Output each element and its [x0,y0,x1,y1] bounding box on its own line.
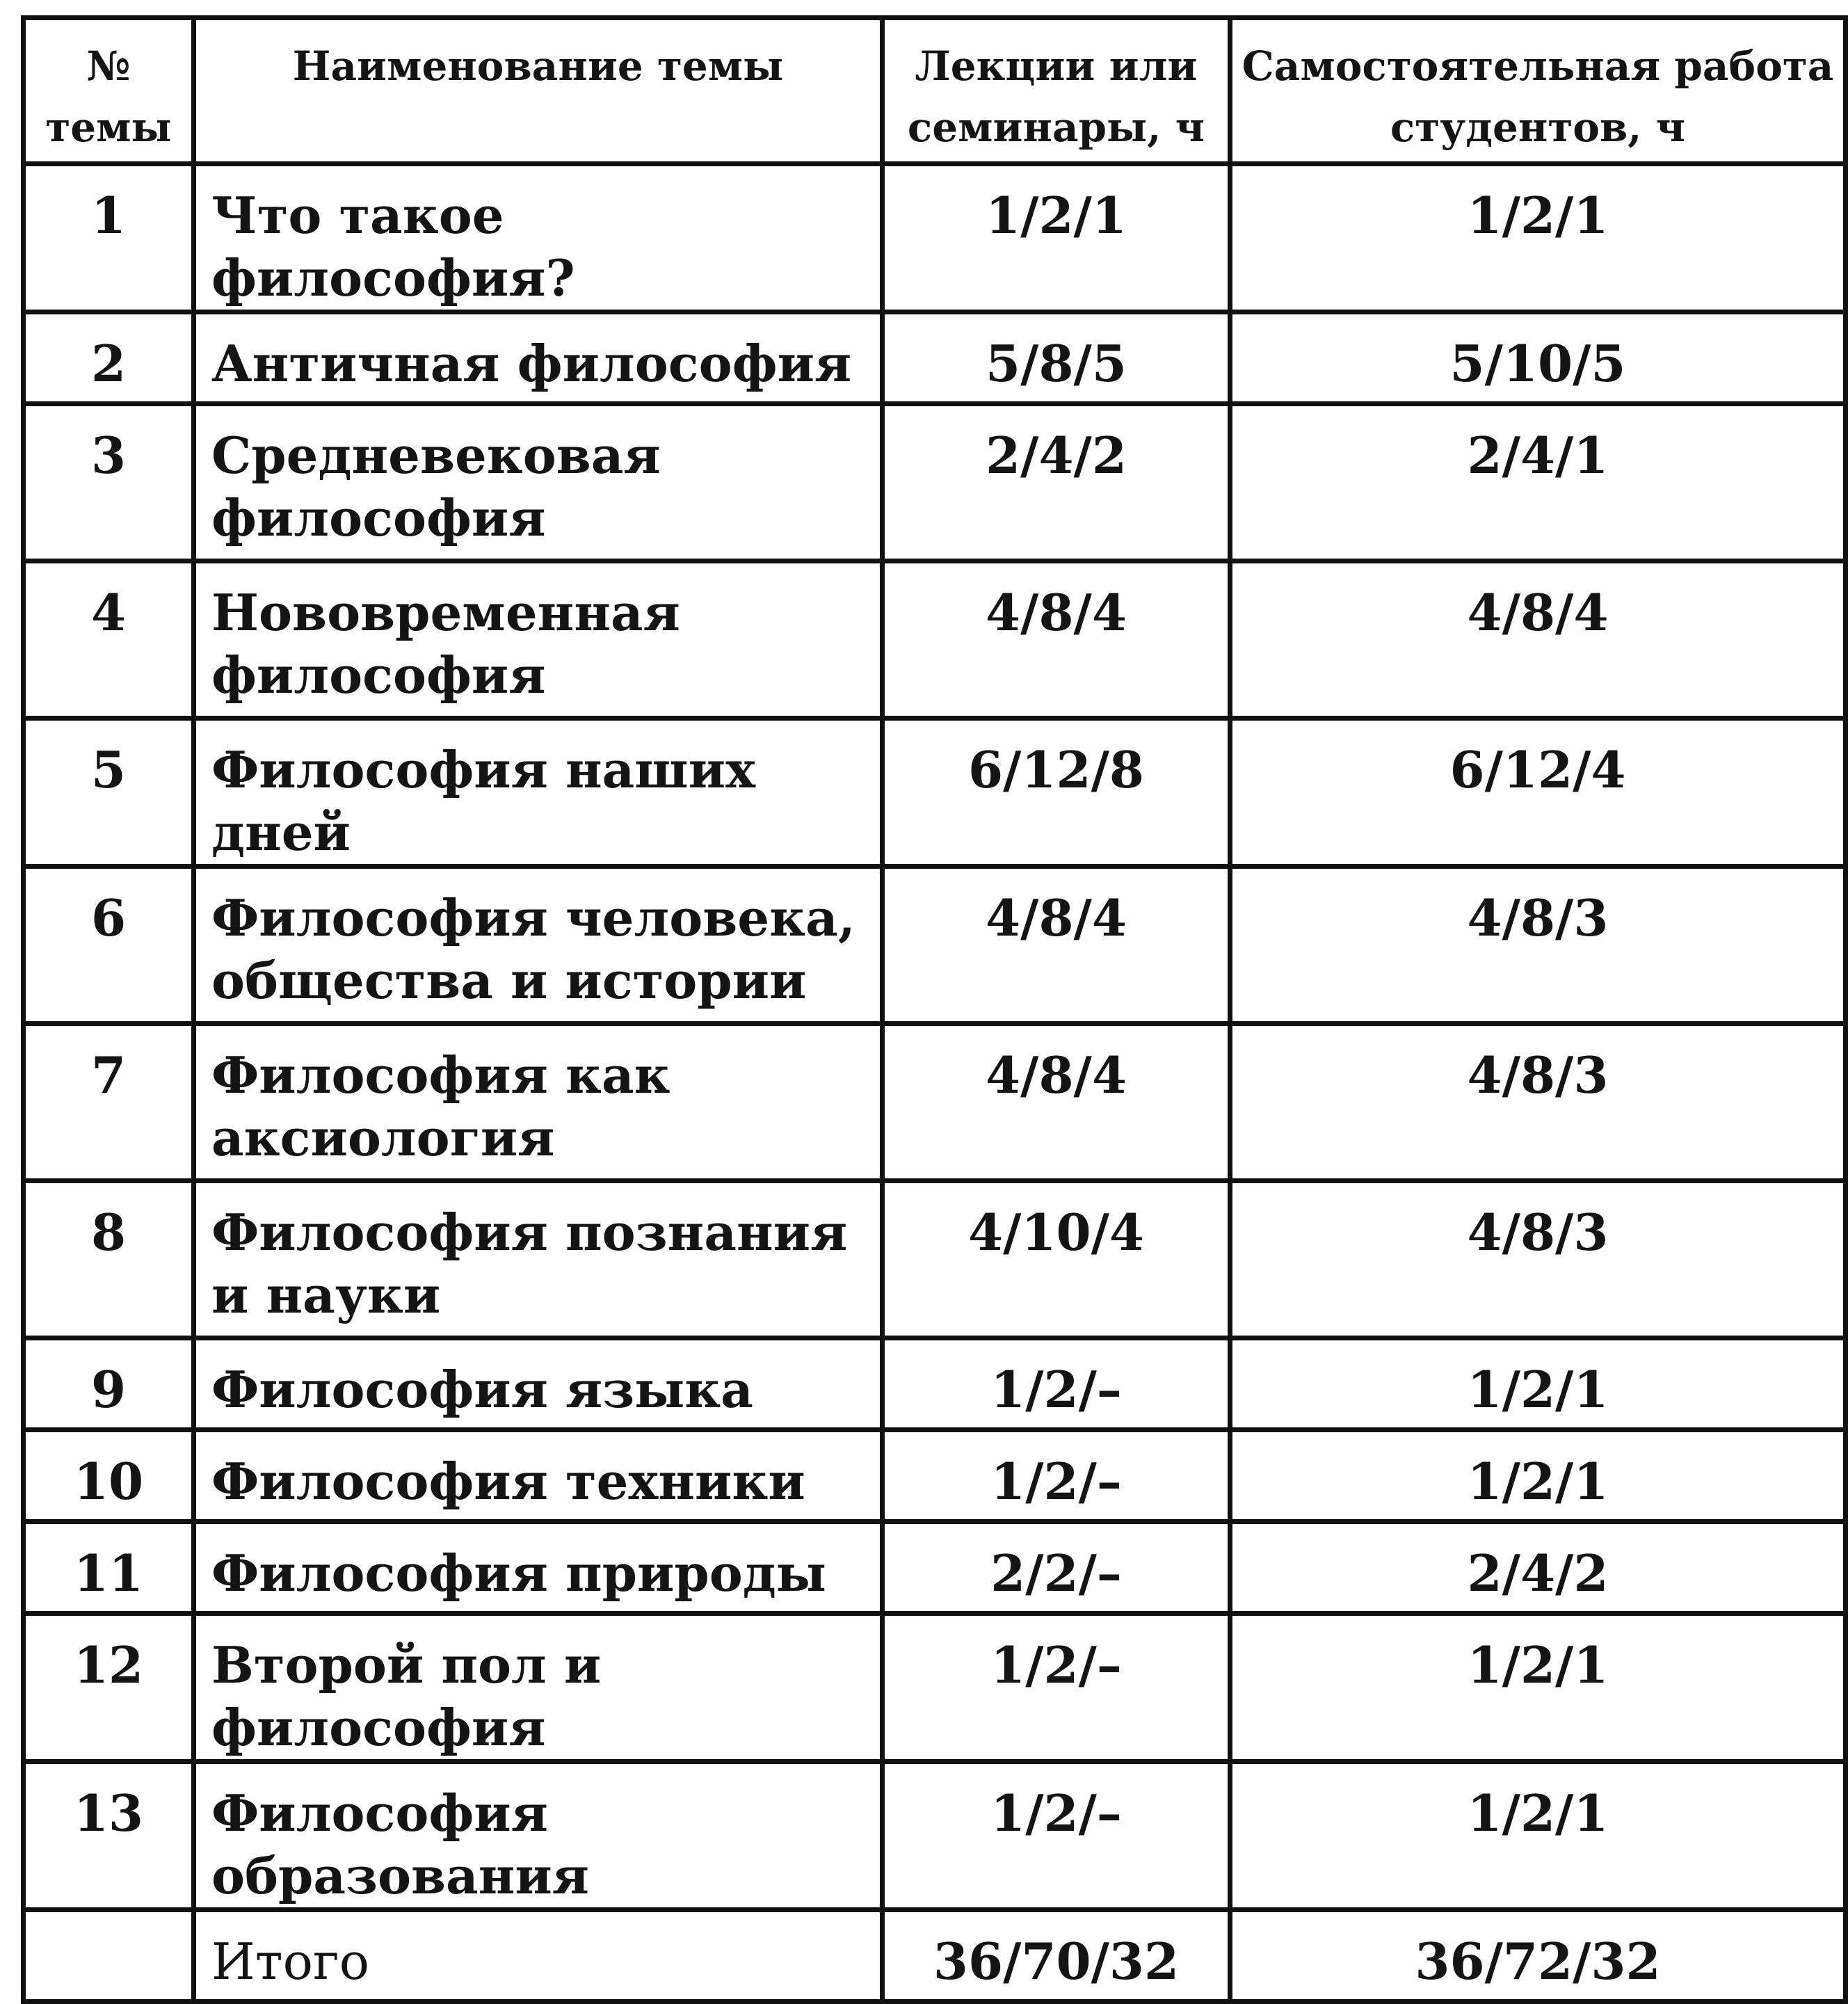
row-selfwork: 1/2/1 [1230,1762,1846,1910]
row-num: 11 [24,1522,194,1614]
header-selfwork: Самостоятельная работа студентов, ч [1230,18,1846,164]
table-row [24,867,1846,1024]
total-lectures: 36/70/32 [883,1910,1230,2002]
table-row [24,1181,1846,1338]
table-row [24,404,1846,561]
row-topic: Что такое философия? [194,164,883,312]
table-row [24,1338,1846,1430]
total-row [24,1910,1846,2002]
row-topic: Философия природы [194,1522,883,1614]
row-topic: Средневековая философия [194,404,883,561]
row-selfwork: 1/2/1 [1230,164,1846,312]
row-lectures: 2/2/– [883,1522,1230,1614]
row-lectures: 2/4/2 [883,404,1230,561]
row-lectures: 4/8/4 [883,1024,1230,1181]
row-num: 2 [24,312,194,404]
table-row [24,561,1846,719]
table-row [24,1024,1846,1181]
row-num: 13 [24,1762,194,1910]
row-num: 1 [24,164,194,312]
header-lectures: Лекции или семинары, ч [883,18,1230,164]
row-topic: Второй пол и философия [194,1614,883,1762]
row-selfwork: 4/8/4 [1230,561,1846,719]
row-topic: Философия как аксиология [194,1024,883,1181]
row-lectures: 1/2/1 [883,164,1230,312]
row-topic: Философия наших дней [194,719,883,867]
table-row [24,1762,1846,1910]
row-lectures: 4/8/4 [883,867,1230,1024]
table-row [24,1614,1846,1762]
table-row [24,719,1846,867]
row-topic: Античная философия [194,312,883,404]
row-num: 9 [24,1338,194,1430]
table-row [24,1522,1846,1614]
total-label: Итого [194,1910,883,2002]
row-selfwork: 4/8/3 [1230,867,1846,1024]
row-topic: Нововременная философия [194,561,883,719]
row-selfwork: 2/4/2 [1230,1522,1846,1614]
table-row [24,164,1846,312]
row-selfwork: 2/4/1 [1230,404,1846,561]
row-lectures: 5/8/5 [883,312,1230,404]
row-num: 10 [24,1430,194,1522]
row-num: 5 [24,719,194,867]
row-lectures: 4/8/4 [883,561,1230,719]
row-lectures: 1/2/– [883,1430,1230,1522]
row-topic: Философия образования [194,1762,883,1910]
row-lectures: 1/2/– [883,1762,1230,1910]
row-lectures: 1/2/– [883,1614,1230,1762]
row-lectures: 1/2/– [883,1338,1230,1430]
row-topic: Философия языка [194,1338,883,1430]
total-selfwork: 36/72/32 [1230,1910,1846,2002]
row-selfwork: 5/10/5 [1230,312,1846,404]
total-num [24,1910,194,2002]
header-num: № темы [24,18,194,164]
row-lectures: 4/10/4 [883,1181,1230,1338]
row-selfwork: 1/2/1 [1230,1338,1846,1430]
row-topic: Философия человека, общества и истории [194,867,883,1024]
header-row [24,18,1846,164]
row-num: 8 [24,1181,194,1338]
table-row [24,312,1846,404]
row-num: 7 [24,1024,194,1181]
row-num: 6 [24,867,194,1024]
row-selfwork: 6/12/4 [1230,719,1846,867]
row-num: 4 [24,561,194,719]
row-selfwork: 4/8/3 [1230,1024,1846,1181]
row-selfwork: 4/8/3 [1230,1181,1846,1338]
row-num: 3 [24,404,194,561]
row-topic: Философия познания и науки [194,1181,883,1338]
row-lectures: 6/12/8 [883,719,1230,867]
row-selfwork: 1/2/1 [1230,1614,1846,1762]
row-selfwork: 1/2/1 [1230,1430,1846,1522]
row-num: 12 [24,1614,194,1762]
curriculum-table [21,15,1848,2004]
row-topic: Философия техники [194,1430,883,1522]
table-row [24,1430,1846,1522]
header-topic: Наименование темы [194,18,883,164]
